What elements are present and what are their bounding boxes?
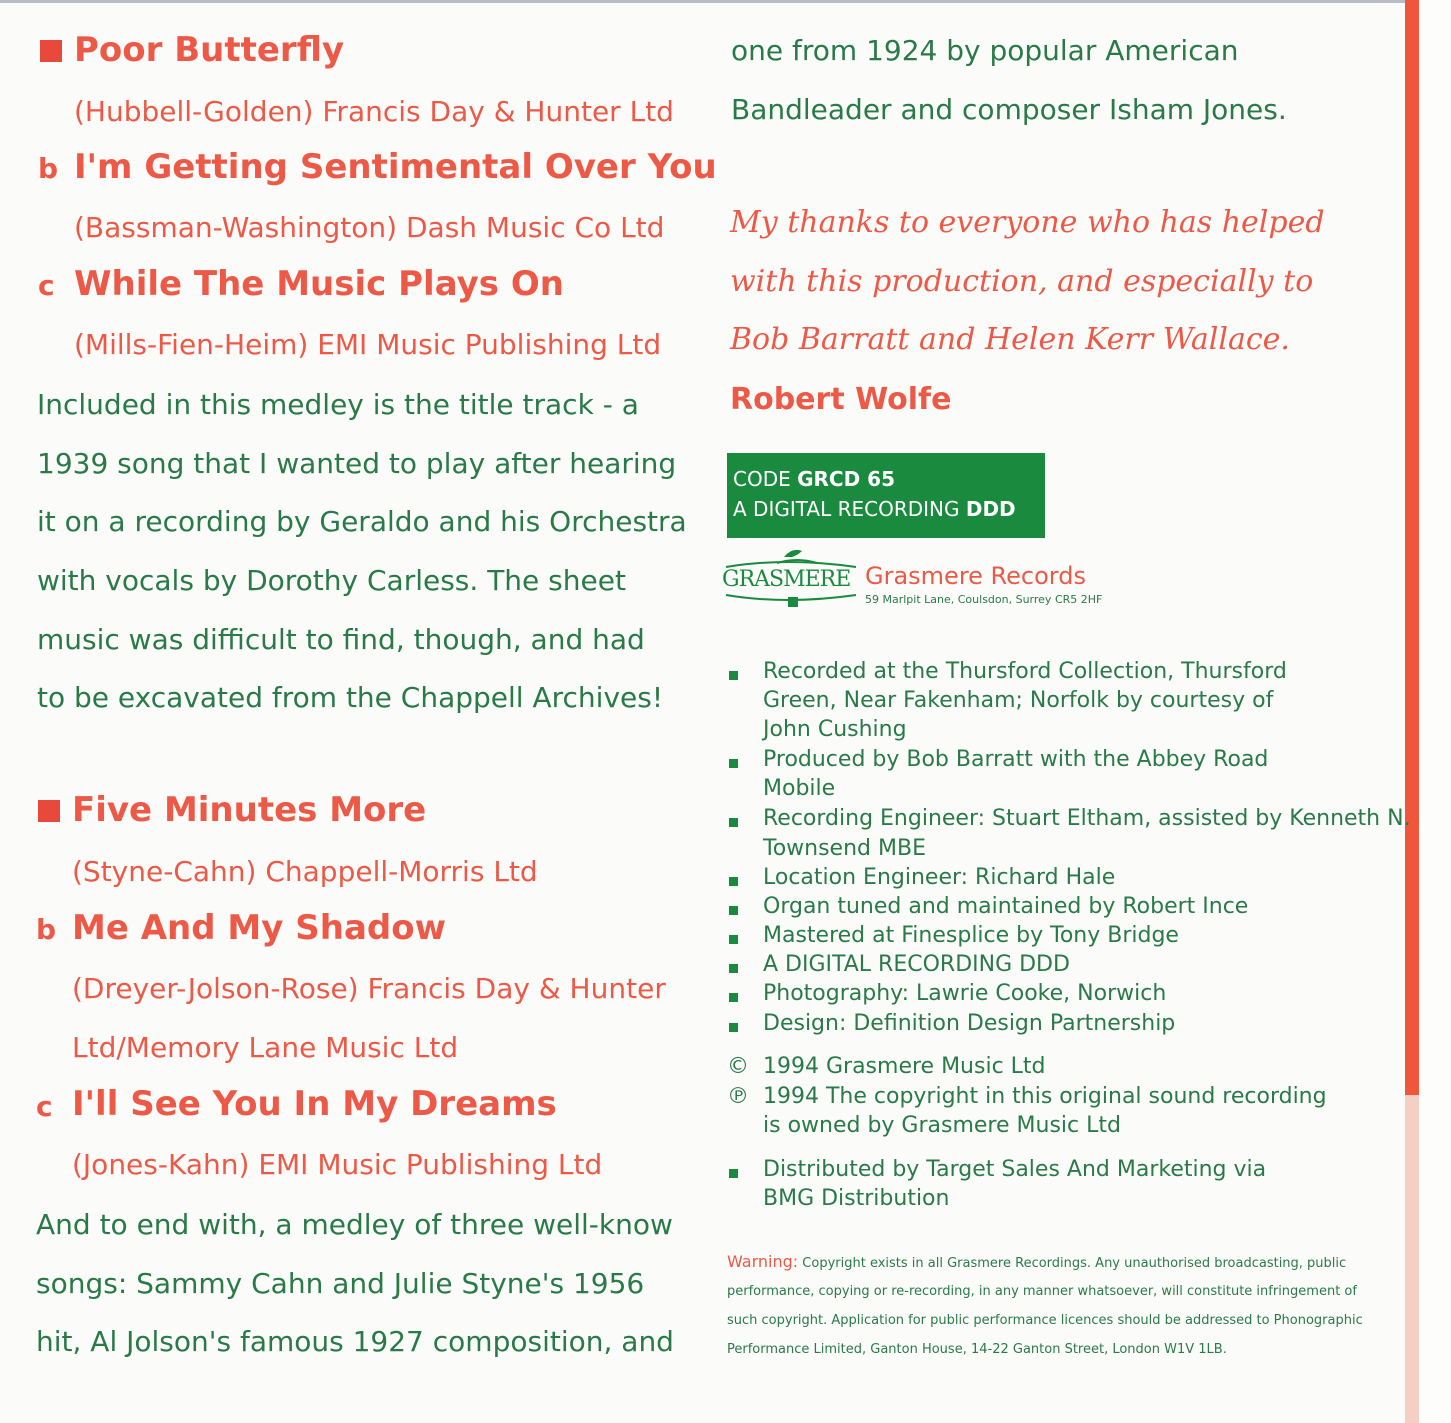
warning-text: Copyright exists in all Grasmere Recordings. Any unauthorised broadcasting, public	[798, 1256, 1347, 1271]
track-credit: Ltd/Memory Lane Music Ltd	[72, 1031, 459, 1064]
copyright-text: 1994 Grasmere Music Ltd	[763, 1054, 1046, 1079]
right-edge-strip	[1405, 0, 1419, 1095]
credit-line: Recording Engineer: Stuart Eltham, assisted by Kenneth N.	[763, 806, 1411, 831]
list-bullet	[729, 818, 738, 827]
warning-text: such copyright. Application for public performance licences should be addressed to Phonographic	[727, 1313, 1363, 1328]
track-credit: (Jones-Kahn) EMI Music Publishing Ltd	[72, 1148, 603, 1181]
grasmere-logo	[722, 545, 862, 615]
code-prefix: CODE	[733, 467, 798, 491]
track-credit: (Styne-Cahn) Chappell-Morris Ltd	[72, 855, 538, 888]
thanks-line: with this production, and especially to	[730, 264, 1314, 299]
notes-line: Included in this medley is the title track - a	[37, 388, 639, 421]
thanks-line: My thanks to everyone who has helped	[730, 205, 1325, 240]
list-bullet	[729, 1023, 738, 1032]
notes-line: it on a recording by Geraldo and his Orchestra	[37, 505, 687, 538]
track-credit: (Hubbell-Golden) Francis Day & Hunter Ltd	[74, 95, 674, 128]
track-letter: b	[36, 913, 57, 946]
notes-line: hit, Al Jolson's famous 1927 composition, and	[36, 1325, 674, 1358]
credit-line: Green, Near Fakenham; Norfolk by courtesy of	[763, 688, 1274, 713]
track-letter: b	[38, 152, 59, 185]
credit-line: Photography: Lawrie Cooke, Norwich	[763, 981, 1167, 1006]
credit-line: John Cushing	[763, 717, 907, 742]
distribution-line: Distributed by Target Sales And Marketing via	[763, 1157, 1267, 1182]
distribution-line: BMG Distribution	[763, 1186, 950, 1211]
phonogram-text: is owned by Grasmere Music Ltd	[763, 1113, 1121, 1138]
continuation-line: Bandleader and composer Isham Jones.	[731, 93, 1287, 126]
notes-line: with vocals by Dorothy Carless. The sheet	[37, 564, 626, 597]
page-margin	[1419, 0, 1451, 1423]
warning-line	[727, 1252, 1346, 1271]
warning-text: performance, copying or re-recording, in any manner whatsoever, will constitute infringement of	[727, 1284, 1357, 1299]
catalog-code-box	[727, 453, 1045, 538]
list-bullet	[729, 964, 738, 973]
logo-text: GRASMERE	[722, 567, 851, 592]
credit-line: Produced by Bob Barratt with the Abbey Road	[763, 747, 1269, 772]
code-value: GRCD 65	[797, 467, 895, 491]
label-name: Grasmere Records	[865, 562, 1086, 590]
notes-line: And to end with, a medley of three well-know	[36, 1208, 673, 1241]
track-title: Five Minutes More	[72, 790, 427, 830]
warning-label: Warning:	[727, 1252, 799, 1271]
track-credit: (Mills-Fien-Heim) EMI Music Publishing Ltd	[74, 328, 662, 361]
top-rule	[0, 0, 1410, 3]
credit-line: Location Engineer: Richard Hale	[763, 865, 1116, 890]
list-bullet	[729, 877, 738, 886]
right-edge-strip-lower	[1405, 1095, 1419, 1423]
credit-line: Recorded at the Thursford Collection, Thursford	[763, 659, 1287, 684]
list-bullet	[729, 759, 738, 768]
notes-line: to be excavated from the Chappell Archives!	[37, 681, 664, 714]
thanks-line: Bob Barratt and Helen Kerr Wallace.	[730, 322, 1290, 357]
copyright-icon: ©	[727, 1054, 749, 1079]
list-bullet	[729, 993, 738, 1002]
track-credit: (Bassman-Washington) Dash Music Co Ltd	[74, 211, 665, 244]
track-bullet-square	[40, 40, 62, 62]
notes-line: 1939 song that I wanted to play after hearing	[37, 447, 677, 480]
credit-line: Organ tuned and maintained by Robert Ince	[763, 894, 1249, 919]
continuation-line: one from 1924 by popular American	[731, 34, 1239, 67]
credit-line: Mobile	[763, 776, 836, 801]
track-title: I'll See You In My Dreams	[72, 1084, 557, 1124]
track-title: Me And My Shadow	[72, 908, 446, 948]
track-credit: (Dreyer-Jolson-Rose) Francis Day & Hunter	[72, 972, 666, 1005]
list-bullet	[729, 1169, 738, 1178]
track-title: Poor Butterfly	[74, 30, 345, 70]
track-title: I'm Getting Sentimental Over You	[74, 147, 717, 187]
recording-type-line	[733, 497, 1016, 521]
list-bullet	[729, 906, 738, 915]
label-address: 59 Marlpit Lane, Coulsdon, Surrey CR5 2HF	[865, 593, 1103, 606]
recording-prefix: A DIGITAL RECORDING	[733, 497, 966, 521]
phonogram-text: 1994 The copyright in this original sound recording	[763, 1084, 1327, 1109]
track-bullet-square	[38, 800, 60, 822]
credit-line: Townsend MBE	[763, 836, 926, 861]
recording-value: DDD	[965, 497, 1016, 521]
track-letter: c	[38, 269, 55, 302]
track-letter: c	[36, 1090, 53, 1123]
warning-text: Performance Limited, Ganton House, 14-22 Ganton Street, London W1V 1LB.	[727, 1342, 1227, 1357]
notes-line: music was difficult to find, though, and had	[37, 623, 645, 656]
credit-line: Mastered at Finesplice by Tony Bridge	[763, 923, 1179, 948]
credit-line: Design: Definition Design Partnership	[763, 1011, 1176, 1036]
notes-line: songs: Sammy Cahn and Julie Styne's 1956	[36, 1267, 645, 1300]
list-bullet	[729, 935, 738, 944]
track-title: While The Music Plays On	[74, 264, 564, 304]
phonogram-icon: ℗	[727, 1084, 749, 1109]
signature: Robert Wolfe	[730, 382, 952, 417]
catalog-code-line	[733, 467, 895, 491]
credit-line: A DIGITAL RECORDING DDD	[763, 952, 1070, 977]
list-bullet	[729, 671, 738, 680]
